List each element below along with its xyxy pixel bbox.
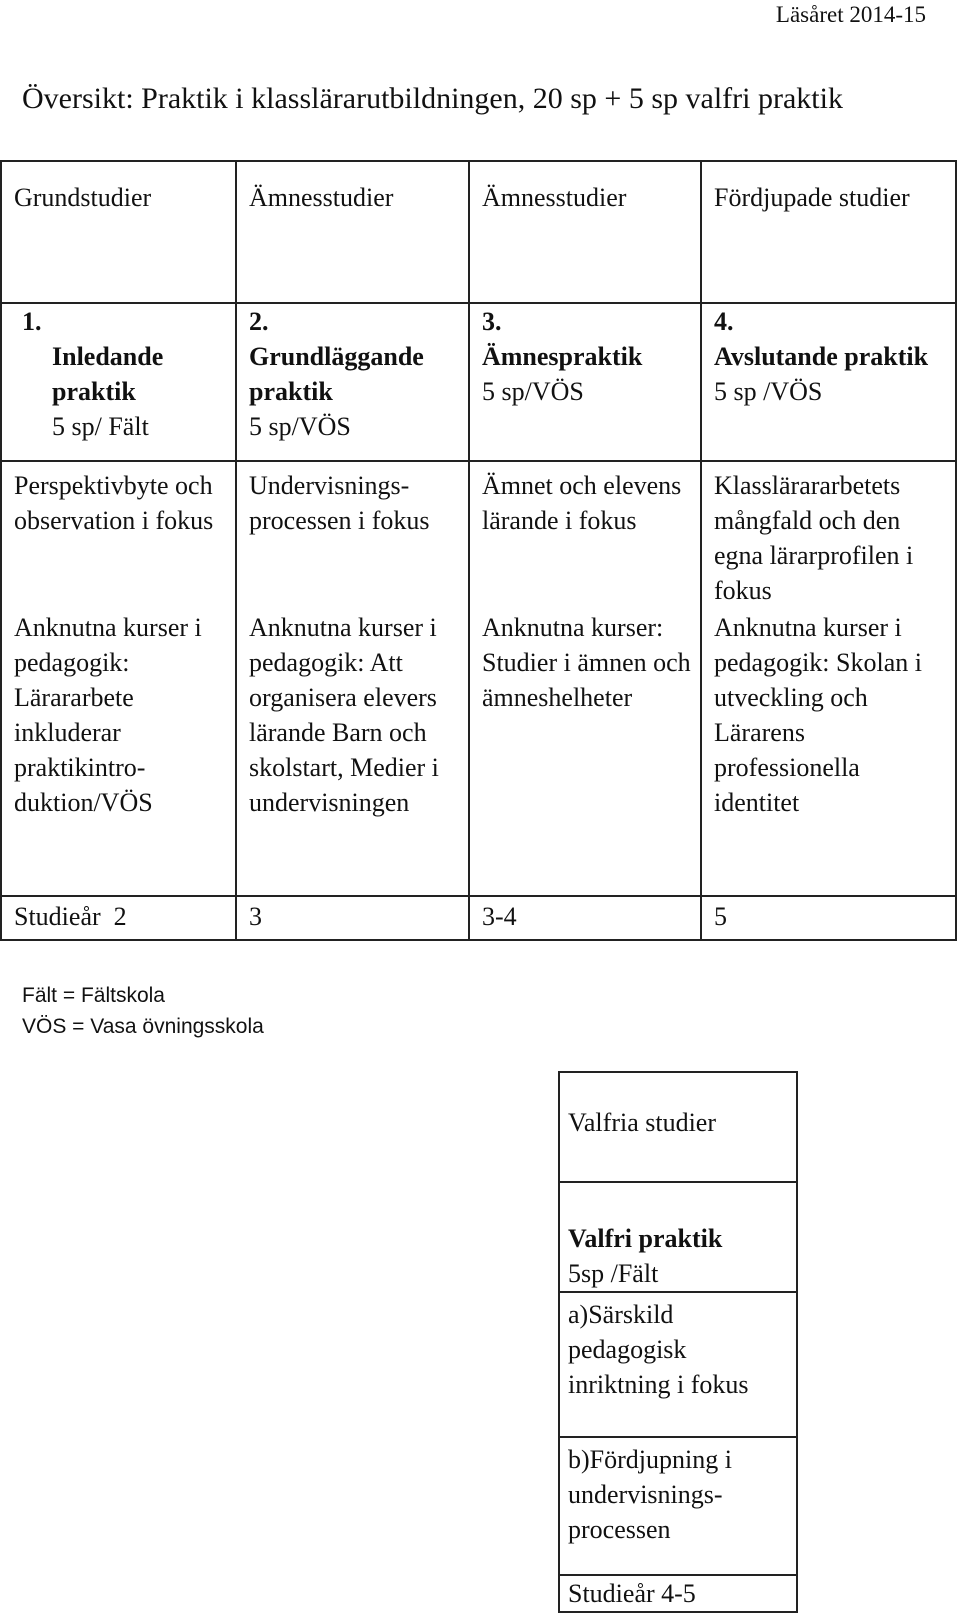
phase-cell-3: [469, 303, 701, 461]
courses-cell-4: Anknutna kurser i pedagogik: Skolan i utveckling och Lärarens professionella identitet: [701, 608, 956, 896]
elective-practice-credits: 5sp /Fält: [568, 1259, 659, 1288]
elective-header-row: [559, 1072, 797, 1182]
study-year-cell-3: 3-4: [469, 896, 701, 940]
elective-option-b: b)Fördjupning i undervisnings-processen: [559, 1437, 797, 1575]
stage-cell-3: Ämnesstudier: [469, 161, 701, 303]
stage-row: [1, 161, 956, 303]
focus-cell-2: Undervisnings-processen i fokus: [236, 461, 469, 608]
year-label: Läsåret 2014-15: [775, 2, 926, 27]
stage-cell-1: Grundstudier: [1, 161, 236, 303]
abbreviation-vos: VÖS = Vasa övningsskola: [22, 1015, 264, 1038]
phase-number: 3.: [482, 307, 502, 336]
courses-cell-3: Anknutna kurser: Studier i ämnen och ämneshelheter: [469, 608, 701, 896]
courses-cell-1: Anknutna kurser i pedagogik: Lärararbete inkluderar praktikintro-duktion/VÖS: [1, 608, 236, 896]
elective-option-a-row: [559, 1292, 797, 1437]
phase-row: [1, 303, 956, 461]
focus-cell-4: Klasslärararbetets mångfald och den egna lärarprofilen i fokus: [701, 461, 956, 608]
phase-number: 4.: [714, 307, 734, 336]
phase-name: Grundläggande praktik: [249, 342, 424, 406]
focus-row: [1, 461, 956, 608]
stage-cell-2: Ämnesstudier: [236, 161, 469, 303]
focus-cell-1: Perspektivbyte och observation i fokus: [1, 461, 236, 608]
elective-practice-cell: [559, 1182, 797, 1292]
elective-studies-table: [558, 1071, 798, 1613]
phase-name: Ämnespraktik: [482, 342, 643, 371]
phase-credits: 5 sp/ Fält: [52, 412, 149, 441]
phase-number: 1.: [22, 307, 42, 336]
phase-credits: 5 sp/VÖS: [482, 377, 584, 406]
document-title: Översikt: Praktik i klasslärarutbildningen, 20 sp + 5 sp valfri praktik: [22, 82, 843, 115]
phase-cell-1: [1, 303, 236, 461]
elective-year-row: [559, 1575, 797, 1612]
phase-number: 2.: [249, 307, 269, 336]
phase-name: Inledande praktik: [52, 342, 164, 406]
stage-cell-4: Fördjupade studier: [701, 161, 956, 303]
abbreviation-legend: [22, 980, 264, 1042]
elective-option-b-row: [559, 1437, 797, 1575]
study-year-cell-2: 3: [236, 896, 469, 940]
phase-credits: 5 sp/VÖS: [249, 412, 351, 441]
study-year-row: [1, 896, 956, 940]
phase-cell-2: [236, 303, 469, 461]
focus-cell-3: Ämnet och elevens lärande i fokus: [469, 461, 701, 608]
elective-practice-name: Valfri praktik: [568, 1224, 723, 1253]
courses-cell-2: Anknutna kurser i pedagogik: Att organisera elevers lärande Barn och skolstart, Medier i undervisningen: [236, 608, 469, 896]
abbreviation-falt: Fält = Fältskola: [22, 984, 165, 1007]
practice-overview-table: [0, 160, 957, 941]
study-year-cell-1: Studieår 2: [1, 896, 236, 940]
phase-cell-4: [701, 303, 956, 461]
elective-header: Valfria studier: [559, 1072, 797, 1182]
elective-practice-row: [559, 1182, 797, 1292]
phase-credits: 5 sp /VÖS: [714, 377, 823, 406]
elective-year: Studieår 4-5: [559, 1575, 797, 1612]
courses-row: [1, 608, 956, 896]
phase-name: Avslutande praktik: [714, 342, 929, 371]
study-year-cell-4: 5: [701, 896, 956, 940]
elective-option-a: a)Särskild pedagogisk inriktning i fokus: [559, 1292, 797, 1437]
